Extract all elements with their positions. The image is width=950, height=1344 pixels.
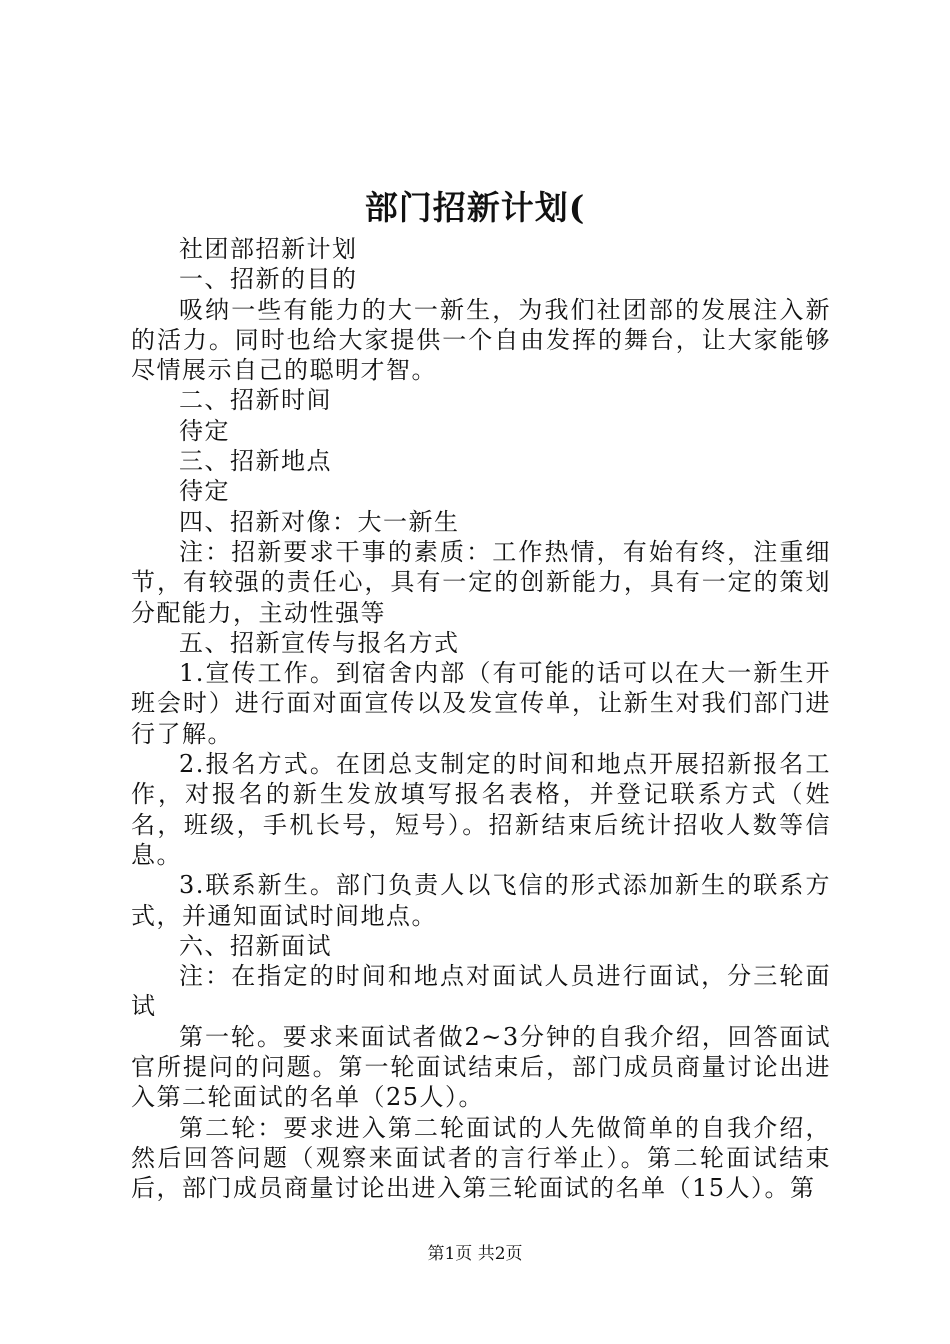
paragraph-registration: 2.报名方式。在团总支制定的时间和地点开展招新报名工作，对报名的新生发放填写报名表格，并登记联系方式（姓名，班级，手机长号，短号）。招新结束后统计招收人数等信息。 [131, 750, 831, 869]
paragraph-purpose: 吸纳一些有能力的大一新生，为我们社团部的发展注入新的活力。同时也给大家提供一个自由发挥的舞台，让大家能够尽情展示自己的聪明才智。 [131, 295, 831, 385]
document-body [131, 234, 831, 1204]
paragraph-location: 待定 [179, 477, 230, 506]
section-heading-publicity: 五、招新宣传与报名方式 [179, 628, 460, 657]
section-heading-purpose: 一、招新的目的 [179, 265, 358, 294]
paragraph-publicity: 1.宣传工作。到宿舍内部（有可能的话可以在大一新生开班会时）进行面对面宣传以及发宣传单，让新生对我们部门进行了解。 [131, 659, 831, 748]
page-footer: 第1页 共2页 [427, 1244, 523, 1264]
paragraph-contact: 3.联系新生。部门负责人以飞信的形式添加新生的联系方式，并通知面试时间地点。 [131, 871, 831, 930]
paragraph-requirements-note: 注：招新要求干事的素质：工作热情，有始有终，注重细节，有较强的责任心，具有一定的创新能力，具有一定的策划分配能力，主动性强等 [131, 537, 831, 627]
section-heading-target: 四、招新对像：大一新生 [179, 507, 460, 536]
section-heading-time: 二、招新时间 [179, 386, 332, 415]
document-title: 部门招新计划( [364, 188, 586, 227]
paragraph-heading-plan: 社团部招新计划 [179, 235, 358, 263]
paragraph-round-one: 第一轮。要求来面试者做2~3分钟的自我介绍，回答面试官所提问的问题。第一轮面试结束后，部门成员商量讨论出进入第二轮面试的名单（25人）。 [131, 1022, 831, 1112]
paragraph-round-two: 第二轮：要求进入第二轮面试的人先做简单的自我介绍，然后回答问题（观察来面试者的言行举止）。第二轮面试结束后，部门成员商量讨论出进入第三轮面试的名单（15人）。第 [131, 1113, 831, 1203]
paragraph-interview-note: 注：在指定的时间和地点对面试人员进行面试，分三轮面试 [131, 962, 831, 1021]
paragraph-time: 待定 [179, 416, 230, 445]
section-heading-interview: 六、招新面试 [179, 931, 332, 960]
section-heading-location: 三、招新地点 [179, 447, 332, 476]
